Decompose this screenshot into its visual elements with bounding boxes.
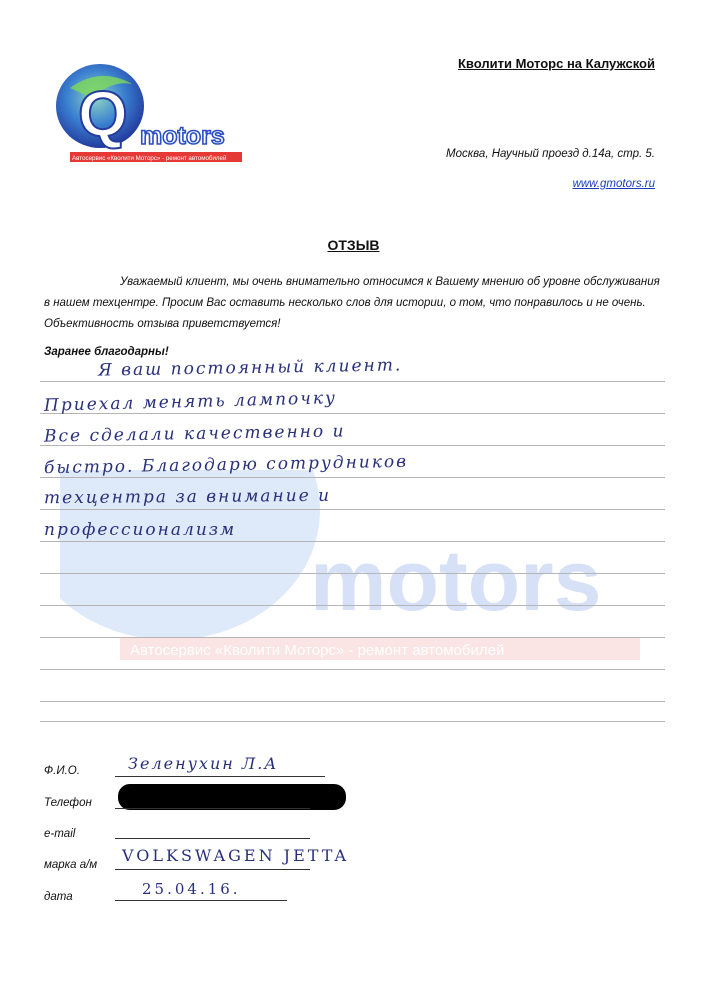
review-handwriting-line: быстро. Благодарю сотрудников	[43, 451, 409, 479]
thanks-note: Заранее благодарны!	[44, 346, 169, 358]
review-handwriting-line: профессионализм	[44, 520, 237, 540]
company-name: Кволити Моторс на Калужской	[458, 56, 655, 71]
ruled-line	[40, 637, 665, 638]
car-label: марка а/м	[44, 859, 98, 871]
ruled-line	[40, 721, 665, 722]
svg-text:Автосервис «Кволити Моторс» -: Автосервис «Кволити Моторс» - ремонт автомобилей	[130, 642, 505, 659]
phone-field-line	[115, 808, 310, 809]
date-value: 25.04.16.	[142, 880, 241, 898]
svg-text:Автосервис «Кволити Моторс» -: Автосервис «Кволити Моторс» - ремонт автомобилей	[72, 155, 227, 162]
review-handwriting-line: Я ваш постоянный клиент.	[97, 355, 403, 381]
car-value: VOLKSWAGEN JETTA	[122, 846, 350, 865]
svg-text:motors: motors	[140, 122, 225, 150]
email-field-line	[115, 838, 310, 839]
ruled-line	[40, 445, 665, 446]
fio-field-line	[115, 776, 325, 777]
ruled-line	[40, 669, 665, 670]
qmotors-logo	[52, 58, 252, 168]
ruled-line	[40, 509, 665, 510]
phone-label: Телефон	[44, 797, 92, 809]
fio-label: Ф.И.О.	[44, 765, 80, 777]
ruled-line	[40, 573, 665, 574]
document-title: ОТЗЫВ	[327, 237, 380, 253]
review-handwriting-line: Все сделали качественно и	[43, 421, 346, 447]
fio-value: Зеленухин Л.А	[128, 754, 279, 773]
ruled-line	[40, 381, 665, 382]
car-field-line	[115, 869, 310, 870]
ruled-line	[40, 541, 665, 542]
email-label: e-mail	[44, 828, 76, 840]
review-handwriting-line: Приехал менять лампочку	[43, 388, 338, 416]
phone-redaction	[118, 784, 346, 810]
review-handwriting-line: техцентра за внимание и	[43, 485, 332, 509]
date-field-line	[115, 900, 287, 901]
ruled-line	[40, 605, 665, 606]
intro-paragraph: Уважаемый клиент, мы очень внимательно относимся к Вашему мнению об уровне обслуживания в нашем техцентре. Просим Вас оставить несколько слов для истории, о том, что понравилось и не очень. Объективность отзыва приветствуется!	[44, 276, 660, 330]
date-label: дата	[44, 891, 73, 903]
ruled-line	[40, 701, 665, 702]
svg-text:Q: Q	[78, 78, 128, 150]
ruled-line	[40, 477, 665, 478]
company-address: Москва, Научный проезд д.14а, стр. 5.	[446, 148, 655, 160]
company-website-link[interactable]: www.gmotors.ru	[572, 178, 655, 190]
svg-text:motors: motors	[310, 533, 602, 629]
